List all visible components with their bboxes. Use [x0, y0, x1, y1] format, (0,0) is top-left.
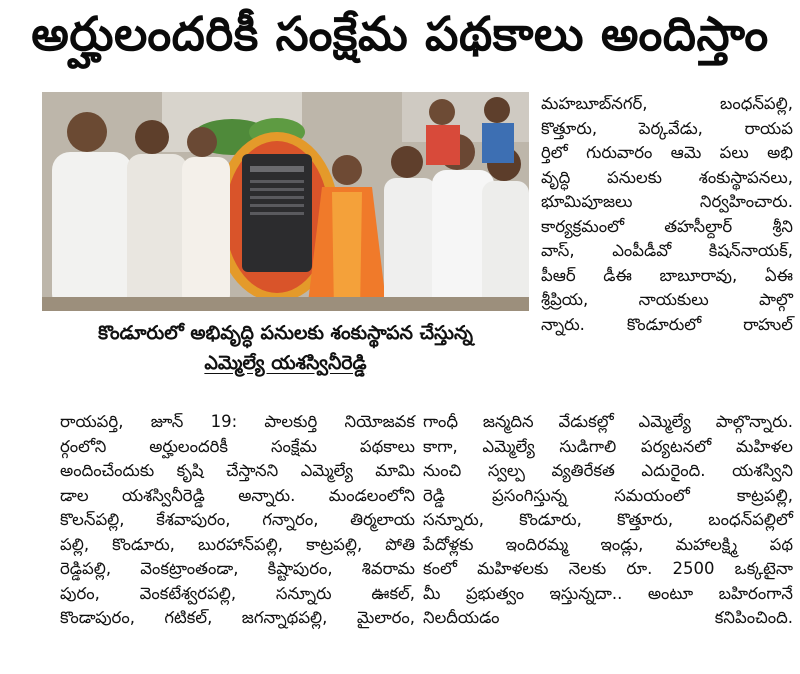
news-photo: [42, 92, 529, 311]
article-column-right: [541, 92, 793, 337]
article-line: శ్రీప్రియ, నాయకులు పాల్గొ: [541, 290, 793, 309]
article-line: సన్నూరు, కొండూరు, కొత్తూరు, బంధన్‌పల్లిలో: [423, 510, 793, 529]
article-line: ర్తిలో గురువారం ఆమె పలు అభి: [541, 143, 793, 162]
article-line: పల్లి, కొండూరు, బురహాన్‌పల్లి, కాట్రపల్లి, పోతి: [60, 534, 415, 554]
article-line: వాస్, ఎంపీడీవో కిషన్‌నాయక్,: [541, 241, 793, 260]
photo-caption: [42, 318, 529, 378]
caption-line-1: కొండూరులో అభివృద్ధి పనులకు శంకుస్థాపన చేస్తున్న: [98, 322, 473, 344]
photo-illustration: [42, 92, 529, 311]
article-line: ర్గంలోని అర్హులందరికీ సంక్షేమ పథకాలు: [60, 436, 415, 456]
article-line: పీఆర్ డీఈ బాబూరావు, ఏఈ: [541, 265, 793, 285]
article-line: కొలన్‌పల్లి, కేశవాపురం, గన్నారం, తిర్మలాయ: [60, 510, 415, 529]
caption-line-2: ఎమ్మెల్యే యశస్వినీరెడ్డి: [204, 352, 367, 374]
article-line: నుంచి స్వల్ప వ్యతిరేకత ఎదురైంది. యశస్విని: [423, 461, 793, 480]
article-line: వృద్ధి పనులకు శంకుస్థాపనలు,: [541, 167, 793, 187]
article-line: పురం, వెంకటేశ్వరపల్లి, సన్నూరు ఊకల్,: [60, 583, 415, 603]
article-line: న్నారు. కొండూరులో రాహుల్: [541, 314, 793, 334]
article-line: కొత్తూరు, పెర్కవేడు, రాయప: [541, 118, 793, 138]
article-line: గాంధీ జన్మదిన వేడుకల్లో ఎమ్మెల్యే పాల్గొన్నారు.: [423, 412, 793, 431]
article-line: కంలో మహిళలకు నెలకు రూ. 2500 ఒక్కటైనా: [423, 559, 793, 578]
article-line: నిలదీయడం కనిపించింది.: [423, 608, 793, 627]
article-line: పేదోళ్లకు ఇందిరమ్మ ఇండ్లు, మహాలక్ష్మి పథ: [423, 534, 793, 554]
article-line: రెడ్డి ప్రసంగిస్తున్న సమయంలో కాట్రపల్లి,: [423, 485, 793, 505]
article-line: మహబూబ్‌నగర్, బంధన్‌పల్లి,: [541, 94, 793, 113]
article-line: మీ ప్రభుత్వం ఇస్తున్నదా.. అంటూ బహిరంగానే: [423, 583, 793, 603]
article-line: కొండాపురం, గటికల్, జగన్నాథపల్లి, మైలారం,: [60, 608, 415, 627]
article-dateline: రాయపర్తి, జూన్ 19: పాలకుర్తి నియోజవక: [60, 412, 415, 431]
headline: అర్హులందరికీ సంక్షేమ పథకాలు అందిస్తాం: [31, 7, 769, 62]
article-line: కార్యక్రమంలో తహసీల్దార్ శ్రీని: [541, 216, 793, 236]
article-column-left: [60, 410, 415, 631]
article-line: డాల యశస్వినీరెడ్డి అన్నారు. మండలంలోని: [60, 485, 415, 505]
article-line: అందించేందుకు కృషి చేస్తానని ఎమ్మెల్యే మామి: [60, 461, 415, 480]
article-line: రెడ్డిపల్లి, వెంకట్రాంతండా, కిష్టాపురం, శివరామ: [60, 559, 415, 578]
article-line: భూమిపూజలు నిర్వహించారు.: [541, 192, 793, 211]
article-column-middle: [423, 410, 793, 631]
article-line: కాగా, ఎమ్మెల్యే సుడిగాలి పర్యటనలో మహిళల: [423, 436, 793, 456]
